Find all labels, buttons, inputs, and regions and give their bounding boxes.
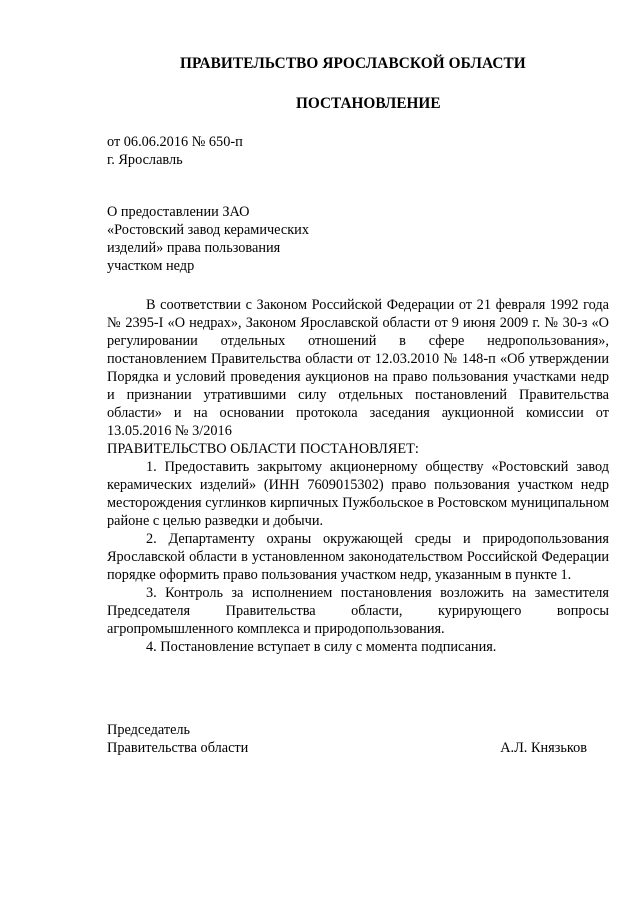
document-meta <box>107 133 243 169</box>
preamble-paragraph: В соответствии с Законом Российской Федерации от 21 февраля 1992 года № 2395-I «О недрах», Законом Ярославской области от 9 июня 2009 г. № 30-з «О регулировании отдельных отношений в сфере недропользования», постановлением Правительства области от 12.03.2010 № 148-п «Об утверждении Порядка и условий проведения аукционов на право пользования участками недр и признании утратившими силу отдельных постановлений Правительства области» и на основании протокола заседания аукционной комиссии от 13.05.2016 № 3/2016 <box>107 297 609 439</box>
signatory-position-line1: Председатель <box>107 722 191 738</box>
resolution-item-4: 4. Постановление вступает в силу с момента подписания. <box>146 639 497 655</box>
signatory-position-line2: Правительства области <box>107 740 249 756</box>
resolution-item-3: 3. Контроль за исполнением постановления возложить на заместителя Председателя Правительства области, курирующего вопросы агропромышленного комплекса и природопользования. <box>107 585 609 637</box>
resolves-heading: ПРАВИТЕЛЬСТВО ОБЛАСТИ ПОСТАНОВЛЯЕТ: <box>107 441 419 457</box>
signatory-name: А.Л. Князьков <box>500 740 587 756</box>
document-subject <box>107 203 309 275</box>
subject-line: «Ростовский завод керамических <box>107 222 309 238</box>
subject-line: участком недр <box>107 258 195 274</box>
document-type-title: ПОСТАНОВЛЕНИЕ <box>296 95 441 112</box>
government-title: ПРАВИТЕЛЬСТВО ЯРОСЛАВСКОЙ ОБЛАСТИ <box>180 55 526 72</box>
resolution-item-2: 2. Департаменту охраны окружающей среды и природопользования Ярославской области в установленном законодательством Российской Федерации порядке оформить право пользования участком недр, указанным в пункте 1. <box>107 531 609 583</box>
document-date-number: от 06.06.2016 № 650-п <box>107 134 243 150</box>
signatory-row <box>107 739 587 757</box>
signature-block <box>107 721 587 757</box>
resolution-item-1: 1. Предоставить закрытому акционерному обществу «Ростовский завод керамических изделий» (ИНН 7609015302) право пользования участком недр месторождения суглинков кирпичных Пужбольское в Ростовском муниципальном районе с целью разведки и добычи. <box>107 459 609 529</box>
subject-line: О предоставлении ЗАО <box>107 204 250 220</box>
document-body <box>107 296 609 656</box>
document-city: г. Ярославль <box>107 152 183 168</box>
subject-line: изделий» права пользования <box>107 240 281 256</box>
